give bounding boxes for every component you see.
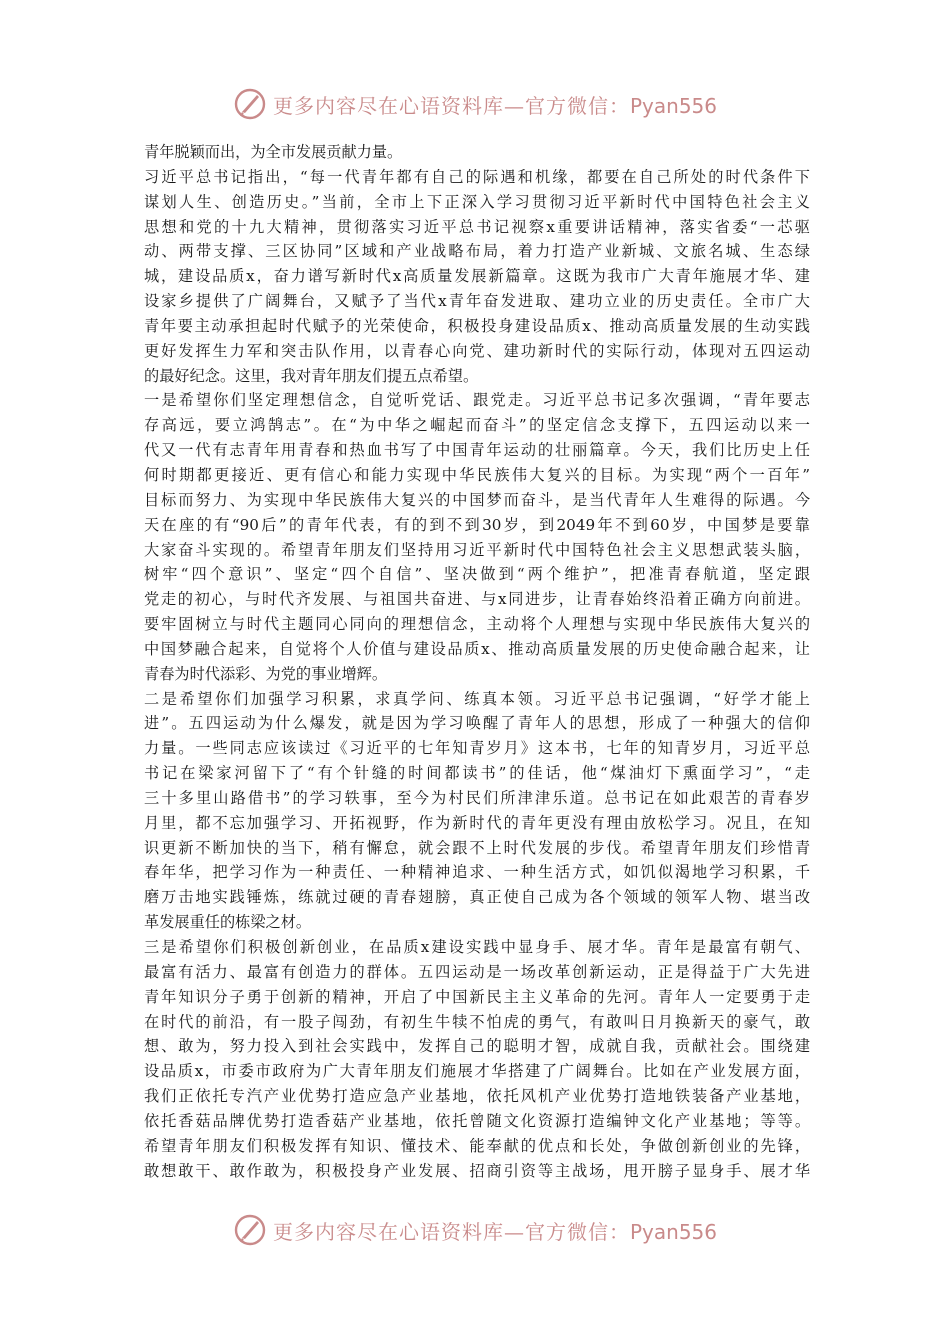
text-line: 设品质x，市委市政府为广大青年朋友们施展才华搭建了广阔舞台。比如在产业发展方面， xyxy=(144,1062,810,1081)
text-line: 的最好纪念。这里，我对青年朋友们提五点希望。 xyxy=(144,366,479,385)
text-line: 二是希望你们加强学习积累，求真学问、练真本领。习近平总书记强调，“好学才能上 xyxy=(144,689,810,708)
text-line: 习近平总书记指出，“每一代青年都有自己的际遇和机缘，都要在自己所处的时代条件下 xyxy=(144,167,810,186)
text-line: 进”。五四运动为什么爆发，就是因为学习唤醒了青年人的思想，形成了一种强大的信仰 xyxy=(144,714,810,733)
text-line: 青年知识分子勇于创新的精神，开启了中国新民主主义革命的先河。青年人一定要勇于走 xyxy=(144,987,810,1006)
quill-logo-icon xyxy=(233,1213,267,1247)
text-line: 党走的初心，与时代齐发展、与祖国共奋进、与x同进步，让青春始终沿着正确方向前进。 xyxy=(144,590,810,609)
watermark-wechat-id: Pyan556 xyxy=(629,93,717,118)
text-line: 想、敢为，努力投入到社会实践中，发挥自己的聪明才智，成就自我，贡献社会。围绕建 xyxy=(144,1037,810,1056)
text-line: 谋划人生、创造历史。”当前，全市上下正深入学习贯彻习近平新时代中国特色社会主义 xyxy=(144,192,810,211)
text-line: 要牢固树立与时代主题同心同向的理想信念，主动将个人理想与实现中华民族伟大复兴的 xyxy=(144,615,810,634)
text-line: 敢想敢干、敢作敢为，积极投身产业发展、招商引资等主战场，甩开膀子显身手、展才华 xyxy=(144,1161,810,1180)
header-watermark xyxy=(0,84,950,124)
text-line: 更好发挥生力军和突击队作用，以青春心向党、建功新时代的实际行动，体现对五四运动 xyxy=(144,341,810,360)
text-line: 青年要主动承担起时代赋予的光荣使命，积极投身建设品质x、推动高质量发展的生动实践 xyxy=(144,316,810,335)
quill-logo-icon xyxy=(233,87,267,121)
text-line: 城，建设品质x，奋力谱写新时代x高质量发展新篇章。这既为我市广大青年施展才华、建 xyxy=(144,267,810,286)
document-body xyxy=(144,140,810,1183)
text-line: 在时代的前沿，有一股子闯劲，有初生牛犊不怕虎的勇气，有敢叫日月换新天的豪气，敢 xyxy=(144,1012,810,1031)
text-line: 一是希望你们坚定理想信念，自觉听党话、跟党走。习近平总书记多次强调，“青年要志 xyxy=(144,391,810,410)
text-line: 中国梦融合起来，自觉将个人价值与建设品质x、推动高质量发展的历史使命融合起来，让 xyxy=(144,639,810,658)
watermark-text: 更多内容尽在心语资料库—官方微信：Pyan556 xyxy=(272,1219,717,1244)
text-line: 青年脱颖而出，为全市发展贡献力量。 xyxy=(144,143,403,161)
text-line: 我们正依托专汽产业优势打造应急产业基地，依托风机产业优势打造地铁装备产业基地， xyxy=(144,1087,810,1106)
text-line: 磨万击地实践锤炼，练就过硬的青春翅膀，真正使自己成为各个领域的领军人物、堪当改 xyxy=(144,888,810,907)
text-line: 天在座的有“90后”的青年代表，有的到不到30岁，到2049年不到60岁，中国梦是要靠 xyxy=(144,515,810,534)
text-line: 青春为时代添彩、为党的事业增辉。 xyxy=(144,664,387,683)
text-line: 春年华，把学习作为一种责任、一种精神追求、一种生活方式，如饥似渴地学习积累，千 xyxy=(144,863,810,882)
text-line: 希望青年朋友们积极发挥有知识、懂技术、能奉献的优点和长处，争做创新创业的先锋， xyxy=(144,1136,810,1155)
text-line: 何时期都更接近、更有信心和能力实现中华民族伟大复兴的目标。为实现“两个一百年” xyxy=(144,465,810,484)
text-line: 力量。一些同志应该读过《习近平的七年知青岁月》这本书，七年的知青岁月，习近平总 xyxy=(144,739,810,758)
text-line: 目标而努力、为实现中华民族伟大复兴的中国梦而奋斗，是当代青年人生难得的际遇。今 xyxy=(144,490,810,509)
text-line: 三是希望你们积极创新创业，在品质x建设实践中显身手、展才华。青年是最富有朝气、 xyxy=(144,938,810,956)
text-line: 树牢“四个意识”、坚定“四个自信”、坚决做到“两个维护”，把准青春航道，坚定跟 xyxy=(144,565,810,584)
text-line: 依托香菇品牌优势打造香菇产业基地，依托曾随文化资源打造编钟文化产业基地；等等。 xyxy=(144,1111,810,1130)
text-line: 设家乡提供了广阔舞台，又赋予了当代x青年奋发进取、建功立业的历史责任。全市广大 xyxy=(144,292,810,311)
text-line: 三十多里山路借书”的学习轶事，至今为村民们所津津乐道。总书记在如此艰苦的青春岁 xyxy=(144,788,810,807)
text-line: 最富有活力、最富有创造力的群体。五四运动是一场改革创新运动，正是得益于广大先进 xyxy=(144,962,810,981)
watermark-text: 更多内容尽在心语资料库—官方微信：Pyan556 xyxy=(272,93,717,118)
watermark-wechat-id: Pyan556 xyxy=(629,1219,717,1244)
text-line: 月里，都不忘加强学习、开拓视野，作为新时代的青年更没有理由放松学习。况且，在知 xyxy=(144,813,810,832)
text-line: 书记在梁家河留下了“有个针缝的时间都读书”的佳话，他“煤油灯下熏面学习”，“走 xyxy=(144,764,810,783)
text-line: 存高远，要立鸿鹄志”。在“为中华之崛起而奋斗”的坚定信念支撑下，五四运动以来一 xyxy=(144,416,810,435)
text-line: 革发展重任的栋梁之材。 xyxy=(144,913,312,932)
text-line: 大家奋斗实现的。希望青年朋友们坚持用习近平新时代中国特色社会主义思想武装头脑， xyxy=(144,540,810,559)
footer-watermark xyxy=(0,1210,950,1250)
text-line: 动、两带支撑、三区协同”区域和产业战略布局，着力打造产业新城、文旅名城、生态绿 xyxy=(144,242,810,261)
text-line: 代又一代有志青年用青春和热血书写了中国青年运动的壮丽篇章。今天，我们比历史上任 xyxy=(144,441,810,460)
text-line: 识更新不断加快的当下，稍有懈怠，就会跟不上时代发展的步伐。希望青年朋友们珍惜青 xyxy=(144,838,810,857)
text-line: 思想和党的十九大精神，贯彻落实习近平总书记视察x重要讲话精神，落实省委“一芯驱 xyxy=(144,217,810,236)
